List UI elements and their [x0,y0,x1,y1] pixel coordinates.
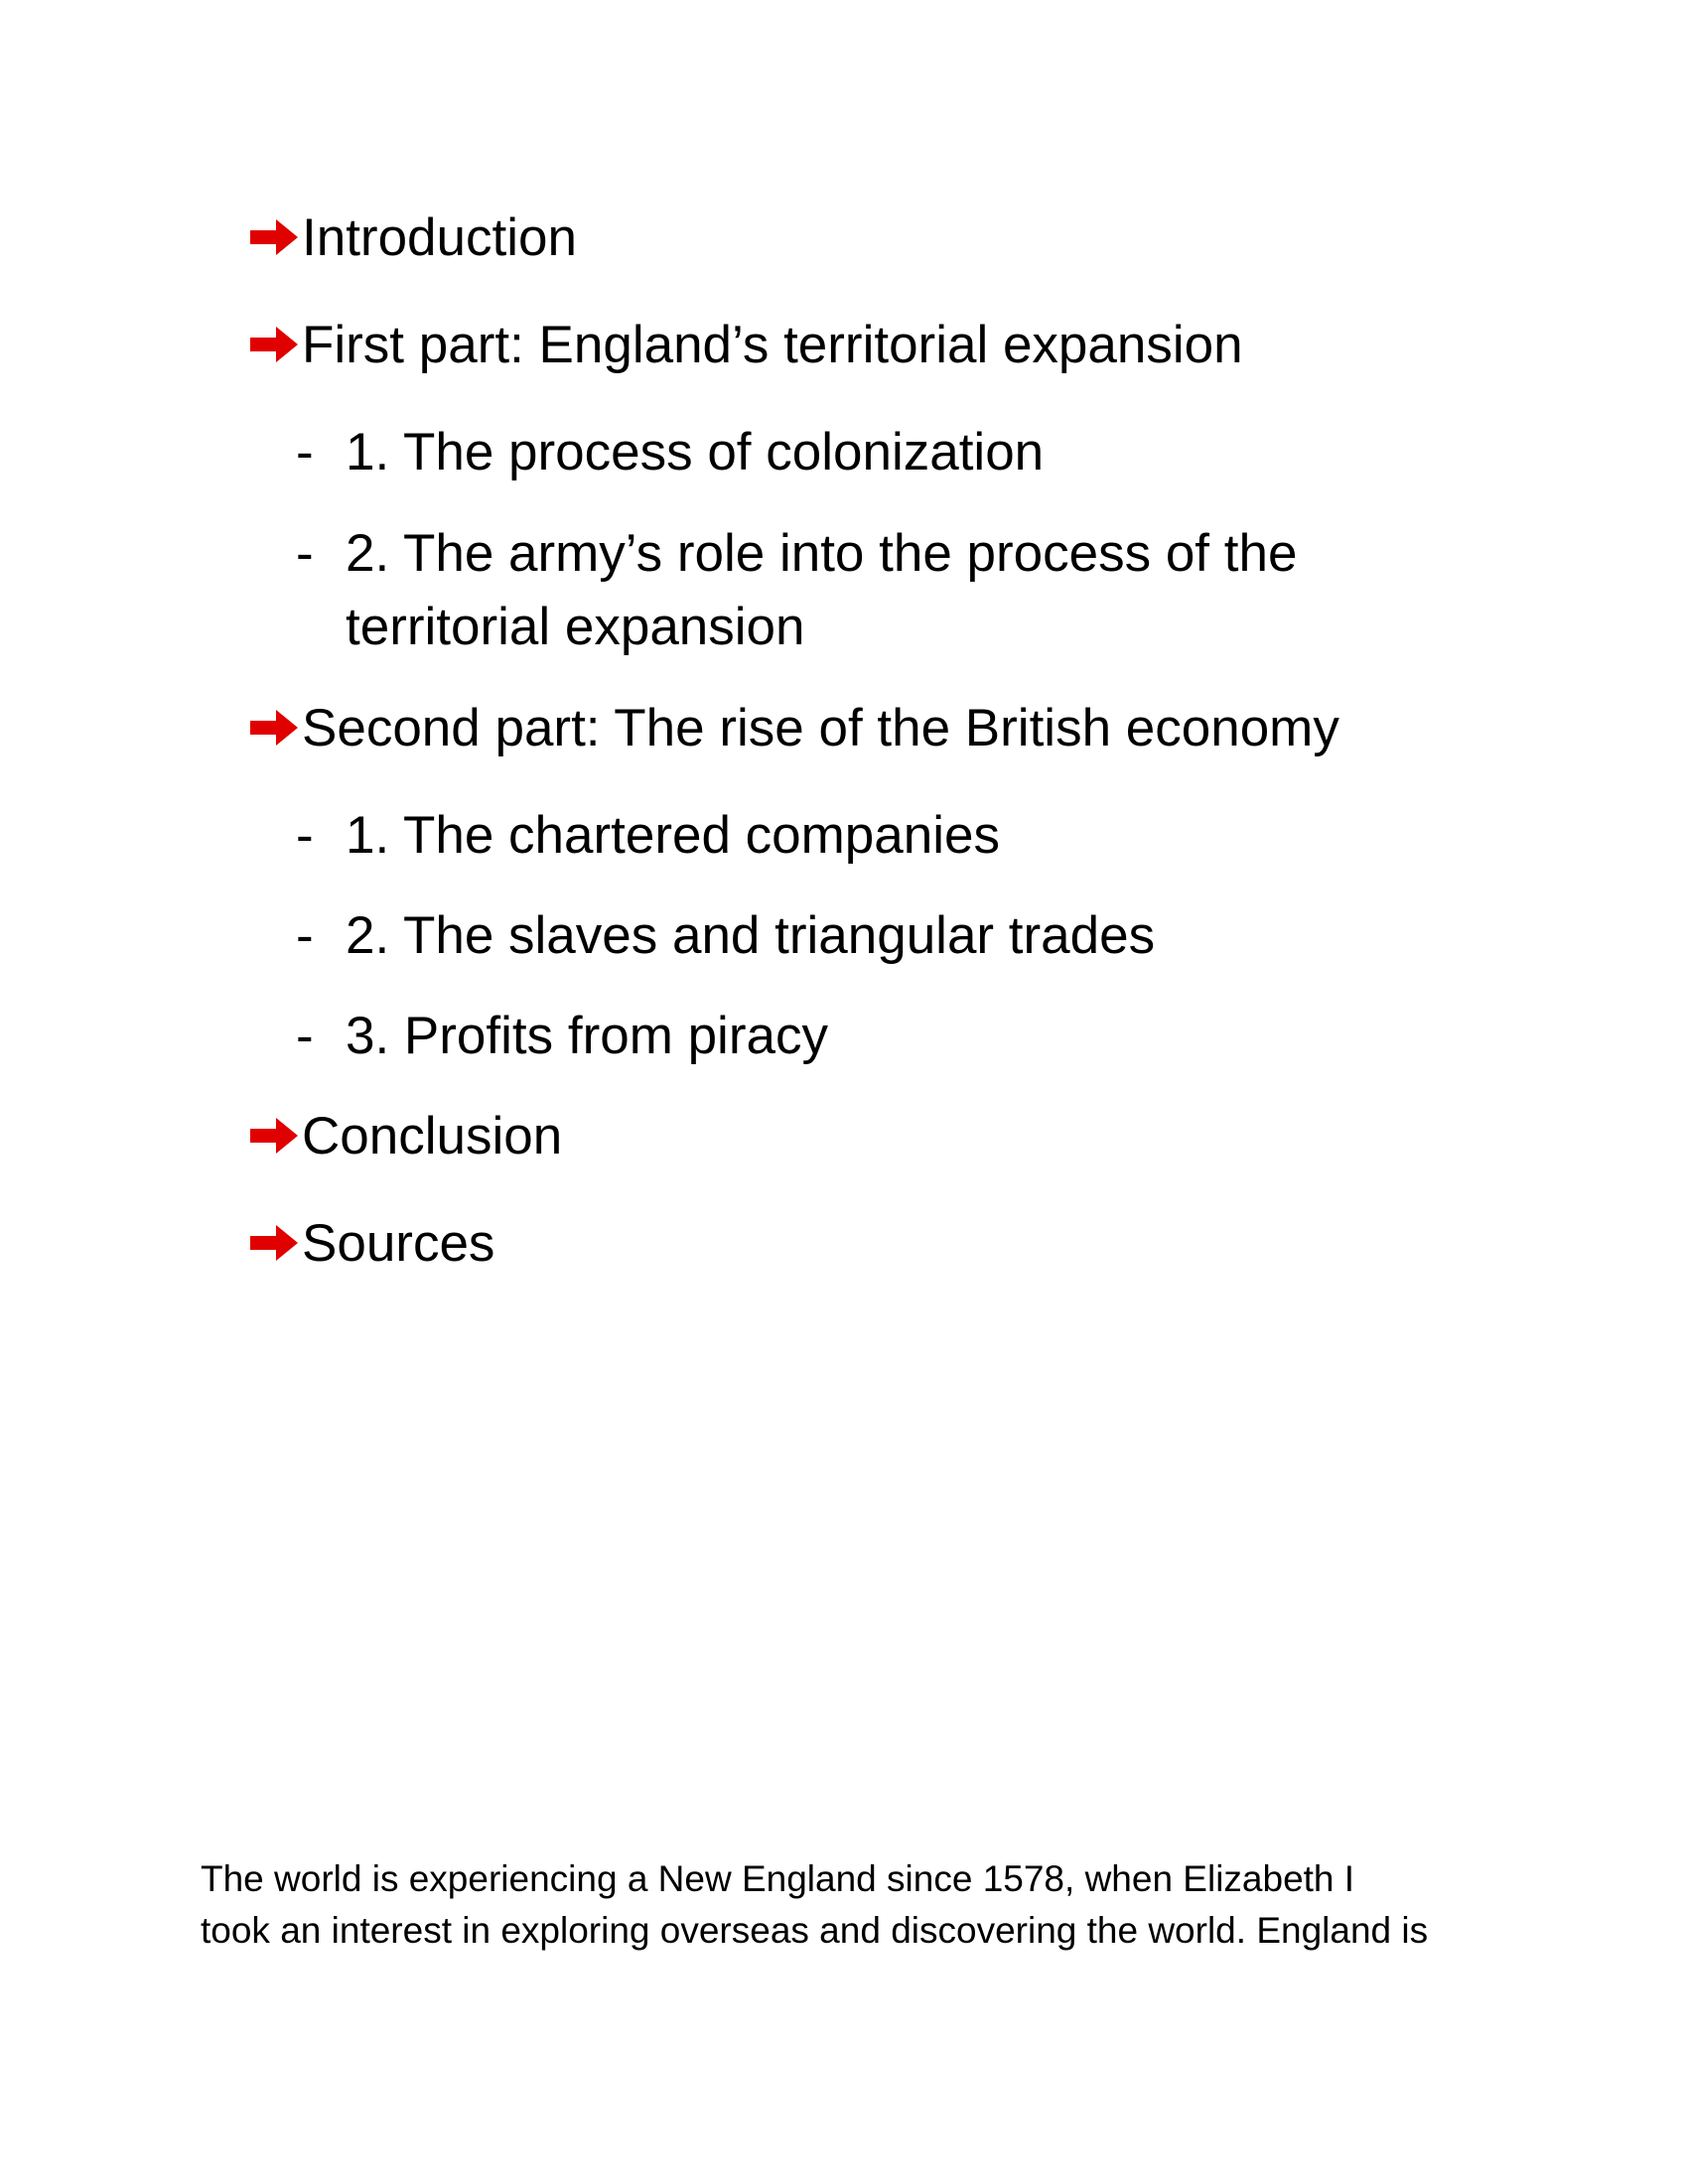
toc-item-first-part [248,310,1539,381]
arrow-right-icon [248,1116,302,1156]
toc-subitem-piracy [296,1001,1539,1072]
toc-item-introduction [248,203,1539,274]
toc-subitem-army-role [296,517,1539,664]
arrow-right-icon [248,708,302,748]
arrow-right-icon [248,1223,302,1263]
toc-subitem-label: 2. The slaves and triangular trades [346,906,1156,965]
table-of-contents [248,203,1539,1315]
toc-item-label: Sources [302,1214,495,1273]
arrow-right-icon [248,217,302,257]
toc-item-label: Conclusion [302,1107,563,1165]
toc-subitem-colonization [296,417,1539,488]
toc-item-label: First part: England’s territorial expansion [302,316,1243,374]
list-dash: - [296,524,314,583]
list-dash: - [296,1007,314,1065]
paragraph-line: took an interest in exploring overseas and discovering the world. England is [201,1910,1429,1951]
paragraph-line: The world is experiencing a New England since 1578, when Elizabeth I [201,1858,1355,1899]
toc-subitem-chartered-companies [296,800,1539,872]
toc-item-label: Second part: The rise of the British economy [302,699,1339,757]
list-dash: - [296,806,314,865]
toc-subitem-label: 1. The process of colonization [346,423,1045,481]
toc-subitem-slave-trades [296,900,1539,972]
toc-subitem-label: 1. The chartered companies [346,806,1000,865]
toc-item-conclusion [248,1101,1539,1172]
toc-item-label: Introduction [302,208,577,267]
toc-subitem-label: 2. The army’s role into the process of the territorial expansion [346,524,1298,656]
toc-subitem-label: 3. Profits from piracy [346,1007,828,1065]
toc-item-second-part [248,693,1539,764]
toc-item-sources [248,1208,1539,1280]
list-dash: - [296,906,314,965]
body-paragraph [201,1853,1531,1957]
arrow-right-icon [248,325,302,364]
list-dash: - [296,423,314,481]
